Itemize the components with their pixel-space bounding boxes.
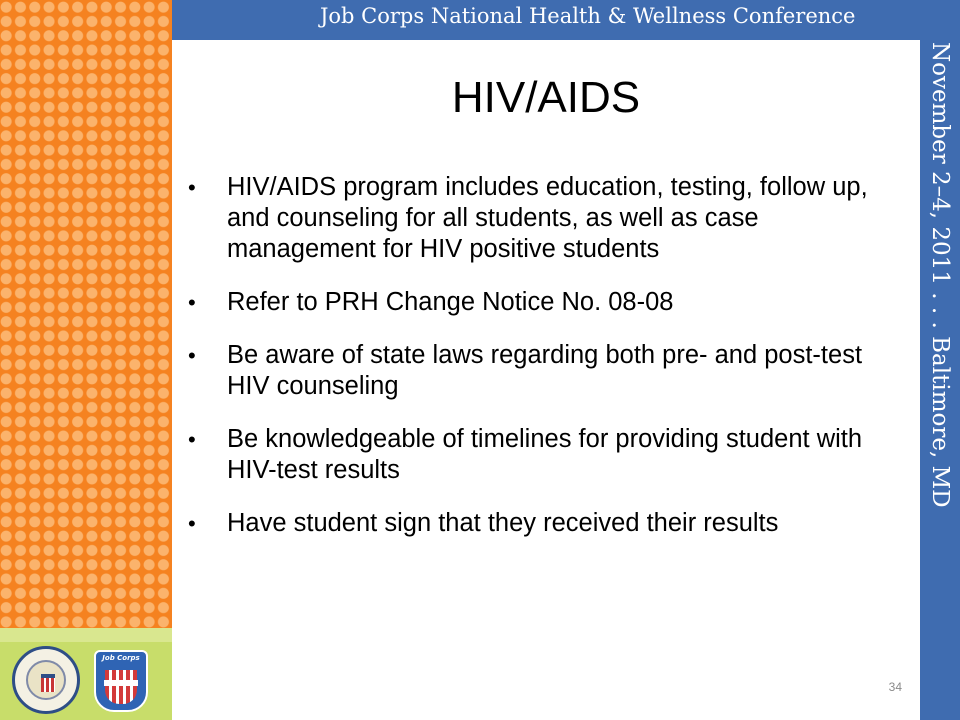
bullet-text: HIV/AIDS program includes education, testing, follow up, and counseling for all students, as well as case management for HIV positive students (227, 173, 868, 263)
job-corps-bar (104, 680, 138, 686)
bullet-list (188, 172, 900, 561)
seal-shield-icon (41, 674, 55, 692)
job-corps-stripes (105, 670, 137, 704)
bullet-dot-icon: • (188, 175, 196, 200)
bullet-item (188, 424, 900, 486)
bullet-text: Have student sign that they received their results (227, 509, 779, 537)
bullet-dot-icon: • (188, 343, 196, 368)
top-banner (172, 0, 960, 40)
bullet-item (188, 287, 900, 318)
bullet-text: Be knowledgeable of timelines for providing student with HIV-test results (227, 425, 863, 484)
bullet-item (188, 508, 900, 539)
conference-title: Job Corps National Health & Wellness Conference (320, 4, 856, 28)
slide-title: HIV/AIDS (451, 73, 641, 122)
bullet-item (188, 340, 900, 402)
bullet-text: Refer to PRH Change Notice No. 08-08 (227, 288, 674, 316)
orange-dot-pattern (0, 0, 172, 628)
job-corps-logo-text: Job Corps (102, 654, 140, 662)
department-of-labor-seal-icon (12, 646, 80, 714)
bullet-dot-icon: • (188, 427, 196, 452)
date-location-text: November 2–4, 2011 . . . Baltimore, MD (927, 42, 953, 508)
seal-inner-ring (26, 660, 66, 700)
page-number: 34 (888, 680, 902, 694)
bullet-text: Be aware of state laws regarding both pre- and post-test HIV counseling (227, 341, 863, 400)
job-corps-logo-icon (94, 650, 148, 712)
bullet-item (188, 172, 900, 265)
bullet-dot-icon: • (188, 290, 196, 315)
bullet-dot-icon: • (188, 511, 196, 536)
